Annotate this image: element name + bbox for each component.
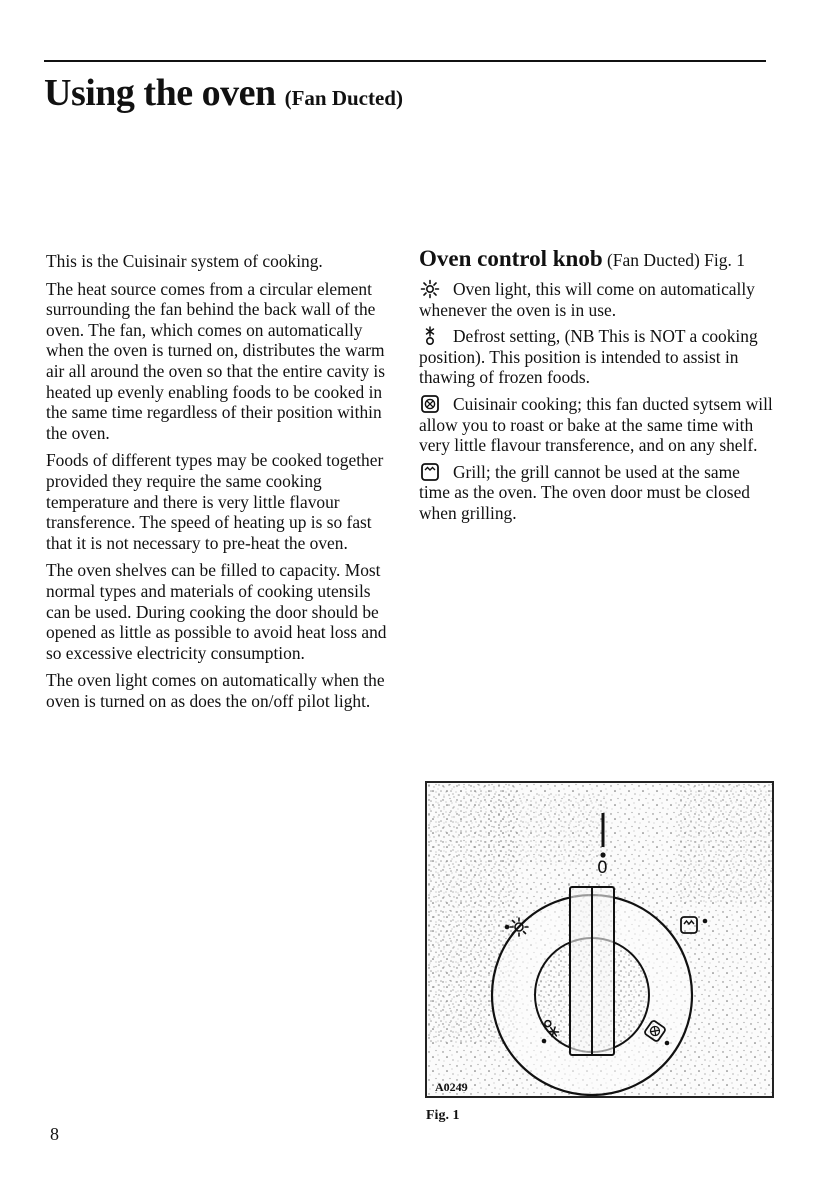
paragraph: The oven light comes on automatically when the oven is turned on as does the on/off pilot light. [46, 670, 385, 711]
section-heading-main: Oven control knob [419, 246, 603, 271]
paragraph: This is the Cuisinair system of cooking. [46, 251, 323, 271]
grill-icon [419, 462, 441, 482]
zero-position-label: 0 [597, 858, 608, 878]
control-item-defrost [419, 326, 774, 388]
page-title [44, 72, 403, 116]
control-item-text: Grill; the grill cannot be used at the same time as the oven. The oven door must be closed when grilling. [419, 461, 750, 523]
section-heading-sub: (Fan Ducted) Fig. 1 [606, 250, 746, 270]
left-column [46, 251, 398, 718]
section-heading [419, 247, 774, 272]
oven-knob-figure [425, 781, 774, 1098]
paragraph: The heat source comes from a circular element surrounding the fan behind the back wall of the oven. The fan, which comes on automatically when the oven is turned on, distributes the warm air all around the oven so that the entire cavity is heated up evenly enabling foods to be cooked in the same time regardless of their position within the oven. [46, 278, 386, 443]
oven-light-icon [419, 279, 441, 299]
title-subtitle: (Fan Ducted) [284, 86, 403, 110]
right-column [419, 247, 774, 530]
control-item-oven-light [419, 279, 774, 320]
page-number: 8 [50, 1124, 59, 1144]
control-item-text: Oven light, this will come on automatically whenever the oven is in use. [419, 279, 755, 320]
oven-knob-illustration [427, 783, 772, 1096]
defrost-icon [419, 326, 441, 346]
paragraph: The oven shelves can be filled to capacity. Most normal types and materials of cooking utensils can be used. During cooking the door should be opened as little as possible to avoid heat loss and so excessive electricity consumption. [46, 560, 387, 663]
header-rule [44, 60, 766, 62]
figure-image-id: A0249 [435, 1080, 468, 1094]
paragraph: Foods of different types may be cooked together provided they require the same cooking temperature and there is very little flavour transference. The speed of heating up is so fast that it is not necessary to pre-heat the oven. [46, 450, 384, 553]
control-item-text: Cuisinair cooking; this fan ducted sytsem will allow you to roast or bake at the same time with very little flavour transference, and on any shelf. [419, 393, 773, 456]
figure-caption: Fig. 1 [426, 1108, 460, 1123]
fan-oven-icon [419, 394, 441, 414]
title-main: Using the oven [44, 72, 276, 114]
control-item-grill [419, 462, 774, 524]
control-item-text: Defrost setting, (NB This is NOT a cooking position). This position is intended to assist in thawing of frozen foods. [419, 326, 758, 388]
control-item-fan-oven [419, 394, 774, 456]
